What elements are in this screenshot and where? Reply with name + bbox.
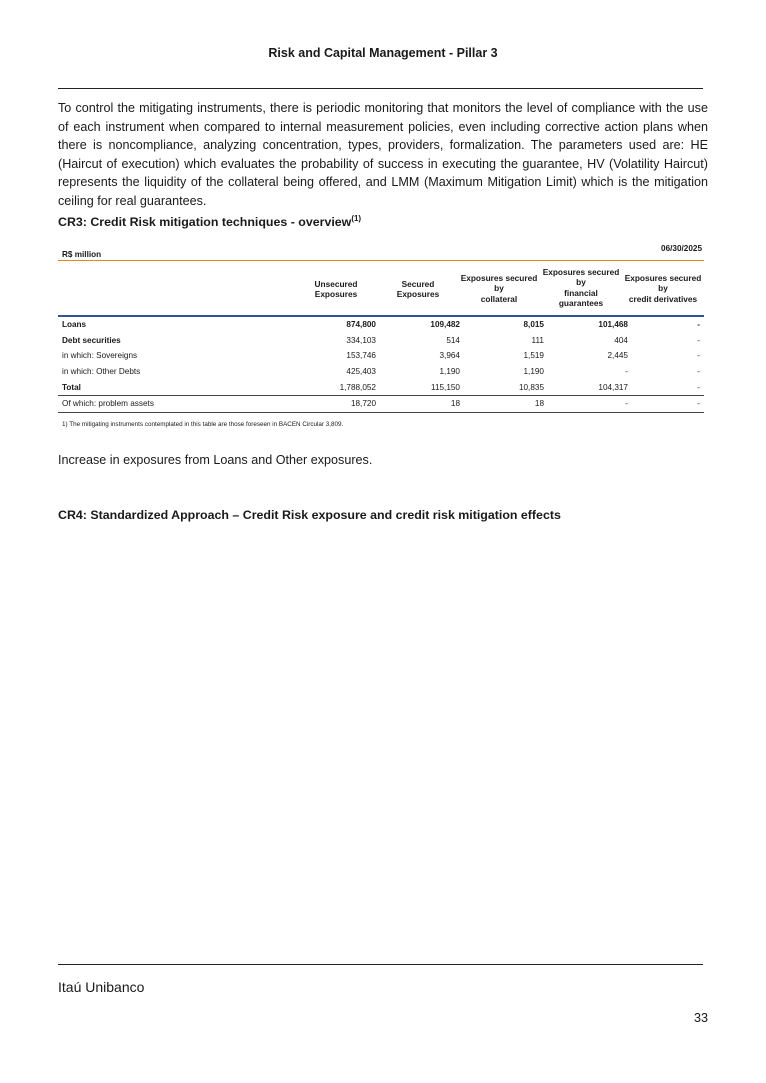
col-header-line: credit derivatives: [628, 293, 698, 304]
cell-value: 10,835: [518, 382, 544, 392]
intro-paragraph: To control the mitigating instruments, there is periodic monitoring that monitors the level of compliance with the use of each instrument when compared to internal measurement policies, even including corrective action plans when there is noncompliance, analyzing concentration, types, providers, formalization. The parameters used are: HE (Haircut of execution) which evaluates the probability of success in executing the guarantee, HV (Volatility Haircut) represents the liquidity of the collateral being offered, and LMM (Maximum Mitigation Limit) which is the mitigation ceiling for real guarantees.: [58, 101, 708, 208]
cell-value: 425,403: [346, 367, 376, 377]
cell-value: 514: [446, 335, 460, 345]
cell-value: -: [697, 320, 700, 330]
row-label: Of which: problem assets: [58, 395, 296, 412]
col-header-line: Exposures: [396, 289, 440, 300]
col-header-line: Exposures secured: [624, 273, 702, 283]
cell-value: 1,190: [523, 367, 544, 377]
row-label: in which: Sovereigns: [62, 351, 138, 361]
cr3-title-note: (1): [351, 214, 362, 223]
cell-value: 1,788,052: [339, 382, 376, 392]
cell-value: 153,746: [346, 351, 376, 361]
cell-value: 2,445: [607, 351, 628, 361]
table-row: [58, 364, 704, 380]
header-rule: [58, 88, 703, 89]
col-header-line: Unsecured: [314, 279, 358, 289]
cell-value: 8,015: [523, 320, 544, 330]
cell-value: 404: [614, 335, 628, 345]
row-label: Total: [62, 382, 81, 392]
col-header-line: Exposures secured: [542, 267, 620, 277]
col-header-line: guarantees: [558, 298, 604, 309]
table-row: [58, 395, 704, 412]
cell-value: -: [697, 351, 700, 361]
footer-company: Itaú Unibanco: [58, 979, 145, 995]
row-label: Debt securities: [62, 335, 121, 345]
cell-value: 111: [531, 335, 544, 345]
cr4-title: CR4: Standardized Approach – Credit Risk exposure and credit risk mitigation effects: [58, 508, 561, 522]
col-header-line: by: [494, 283, 504, 294]
cell-value: 18,720: [296, 395, 380, 412]
cell-value: -: [632, 395, 704, 412]
cell-value: 334,103: [346, 335, 376, 345]
table-date: 06/30/2025: [661, 244, 702, 253]
cell-value: -: [697, 367, 700, 377]
col-header-line: Exposures secured: [460, 273, 538, 283]
table-footnote: 1) The mitigating instruments contemplated in this table are those foreseen in BACEN Circular 3,809.: [62, 421, 344, 428]
col-header-financial-guarantees: [538, 267, 624, 309]
cell-value: -: [548, 395, 632, 412]
table-row: [58, 348, 704, 364]
cell-value: 115,150: [431, 382, 460, 392]
cell-value: -: [697, 382, 700, 392]
cell-value: 874,800: [346, 320, 376, 330]
col-header-line: Exposures: [314, 289, 358, 300]
col-header-unsecured: [298, 279, 374, 300]
col-header-line: by: [576, 277, 586, 288]
cell-value: 3,964: [439, 351, 460, 361]
table-row: [58, 379, 704, 395]
footer-rule: [58, 964, 703, 965]
cell-value: 101,468: [598, 320, 628, 330]
col-header-collateral: [456, 273, 542, 304]
cell-value: 104,317: [598, 382, 628, 392]
col-header-credit-derivatives: [620, 273, 706, 304]
cell-value: 109,482: [430, 320, 460, 330]
table-unit: R$ million: [62, 250, 102, 259]
col-header-secured: [378, 279, 458, 300]
page-header-title: Risk and Capital Management - Pillar 3: [268, 46, 498, 60]
row-label: in which: Other Debts: [62, 367, 141, 377]
col-header-line: Secured: [401, 279, 435, 289]
table-top-rule: [58, 260, 704, 261]
cr3-table: [58, 317, 704, 413]
col-header-line: financial: [564, 287, 598, 298]
cell-value: -: [625, 367, 628, 377]
cell-value: 18: [464, 395, 548, 412]
cell-value: -: [697, 335, 700, 345]
table-row: [58, 333, 704, 349]
increase-paragraph: Increase in exposures from Loans and Other exposures.: [58, 453, 373, 467]
table-row: [58, 317, 704, 333]
cr3-title: [58, 214, 361, 229]
cell-value: 1,190: [439, 367, 460, 377]
cr3-title-text: CR3: Credit Risk mitigation techniques - overview: [58, 215, 352, 230]
col-header-line: collateral: [480, 293, 518, 304]
cell-value: 18: [380, 395, 464, 412]
row-label: Loans: [62, 320, 87, 330]
page-number: 33: [693, 1011, 708, 1025]
cell-value: 1,519: [523, 351, 544, 361]
col-header-line: by: [658, 283, 668, 294]
